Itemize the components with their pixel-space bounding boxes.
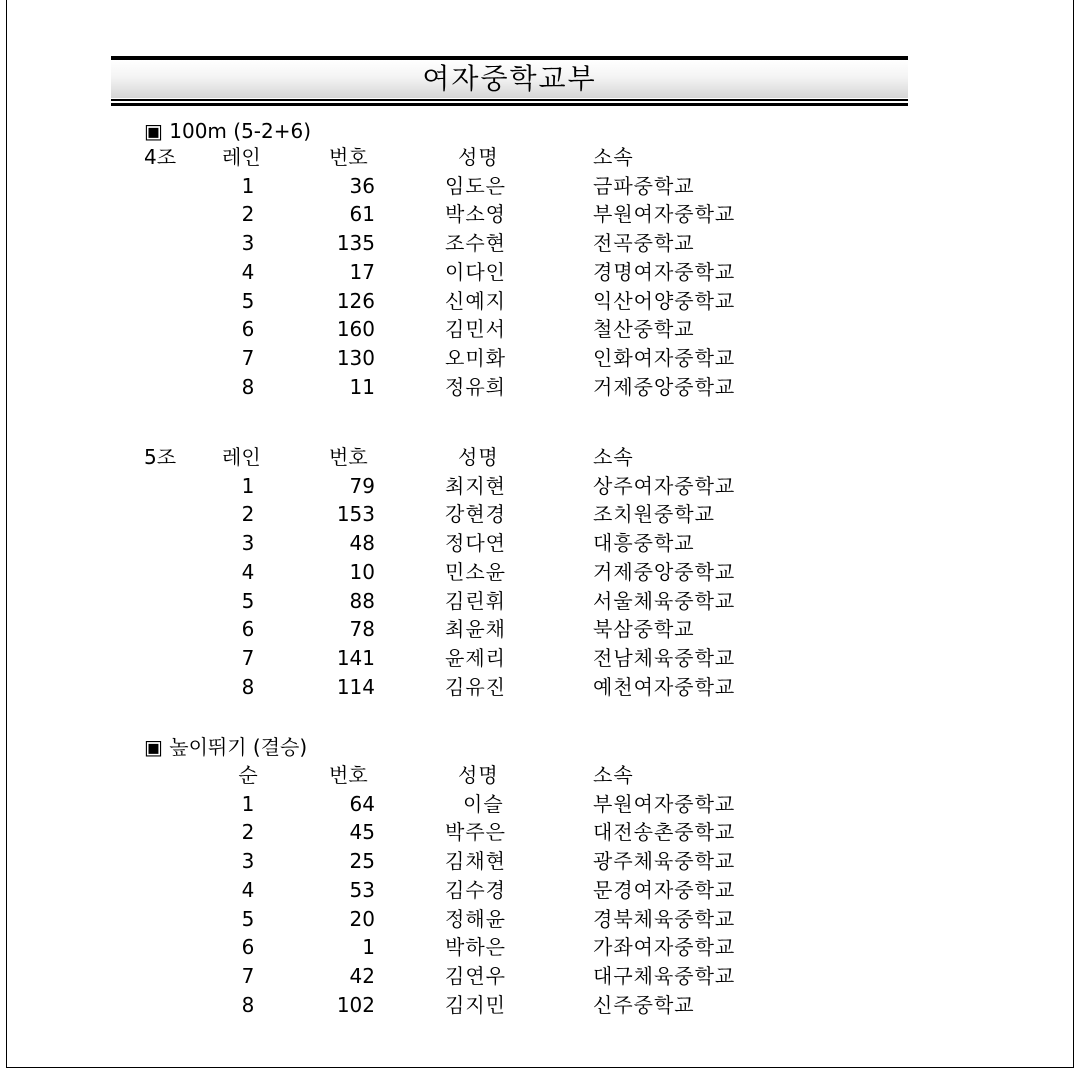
- lane-cell: 3: [241, 231, 255, 256]
- athlete-name-cell: 김민서: [445, 317, 506, 342]
- lane-cell: 5: [241, 588, 255, 613]
- column-header-name: 성명: [458, 145, 499, 169]
- bib-number-cell: 1: [362, 935, 375, 960]
- affiliation-cell: 대구체육중학교: [593, 963, 736, 988]
- athlete-name-cell: 강현경: [445, 502, 506, 527]
- affiliation-cell: 익산어양중학교: [593, 288, 736, 313]
- affiliation-cell: 부원여자중학교: [593, 202, 736, 227]
- bib-number-cell: 141: [336, 645, 375, 670]
- heat-group-label: 4조: [144, 145, 177, 169]
- column-header-name: 성명: [458, 763, 499, 787]
- bib-number-cell: 53: [349, 877, 375, 902]
- athlete-name-cell: 박소영: [445, 202, 506, 227]
- column-header-affiliation: 소속: [593, 763, 634, 787]
- athlete-name-cell: 박하은: [445, 935, 506, 960]
- bib-number-cell: 48: [349, 531, 375, 556]
- lane-cell: 7: [241, 645, 255, 670]
- rank-cell: 2: [241, 820, 255, 845]
- athlete-name-cell: 김수경: [445, 877, 506, 902]
- lane-cell: 1: [241, 473, 255, 498]
- athlete-name-cell: 최지현: [445, 473, 506, 498]
- bib-number-cell: 126: [336, 288, 375, 313]
- lane-cell: 6: [241, 617, 255, 642]
- affiliation-cell: 전곡중학교: [593, 231, 695, 256]
- affiliation-cell: 조치원중학교: [593, 502, 715, 527]
- rank-cell: 8: [241, 992, 255, 1017]
- bib-number-cell: 79: [349, 473, 375, 498]
- bib-number-cell: 102: [336, 992, 375, 1017]
- athlete-name-cell: 김채현: [445, 849, 506, 874]
- column-header-lane: 레인: [222, 145, 261, 169]
- athlete-name-cell: 이다인: [445, 259, 506, 284]
- lane-cell: 8: [241, 374, 255, 399]
- bib-number-cell: 135: [336, 231, 375, 256]
- athlete-name-cell: 오미화: [445, 345, 506, 370]
- lane-cell: 7: [241, 345, 255, 370]
- bib-number-cell: 17: [349, 259, 375, 284]
- athlete-name-cell: 최윤채: [445, 617, 506, 642]
- event-label: ▣ 100m (5-2+6): [144, 119, 312, 143]
- lane-cell: 6: [241, 317, 255, 342]
- athlete-name-cell: 민소윤: [445, 559, 506, 584]
- bib-number-cell: 88: [349, 588, 375, 613]
- bib-number-cell: 114: [336, 674, 375, 699]
- heat-group-label: 5조: [144, 445, 177, 469]
- column-header-order: 순: [238, 763, 258, 787]
- athlete-name-cell: 임도은: [445, 173, 506, 198]
- column-header-affiliation: 소속: [593, 145, 634, 169]
- bib-number-cell: 45: [349, 820, 375, 845]
- affiliation-cell: 예천여자중학교: [593, 674, 736, 699]
- column-header-number: 번호: [329, 145, 368, 169]
- athlete-name-cell: 이슬: [463, 791, 504, 816]
- bib-number-cell: 61: [349, 202, 375, 227]
- athlete-name-cell: 김연우: [445, 963, 506, 988]
- affiliation-cell: 거제중앙중학교: [593, 559, 736, 584]
- affiliation-cell: 경명여자중학교: [593, 259, 736, 284]
- affiliation-cell: 서울체육중학교: [593, 588, 736, 613]
- athlete-name-cell: 정해윤: [445, 906, 506, 931]
- column-header-name: 성명: [458, 445, 499, 469]
- athlete-name-cell: 김린휘: [445, 588, 506, 613]
- column-header-number: 번호: [329, 445, 368, 469]
- bib-number-cell: 36: [349, 173, 375, 198]
- lane-cell: 3: [241, 531, 255, 556]
- affiliation-cell: 대흥중학교: [593, 531, 695, 556]
- rank-cell: 5: [241, 906, 255, 931]
- affiliation-cell: 전남체육중학교: [593, 645, 736, 670]
- rank-cell: 4: [241, 877, 255, 902]
- affiliation-cell: 문경여자중학교: [593, 877, 736, 902]
- bib-number-cell: 153: [336, 502, 375, 527]
- affiliation-cell: 북삼중학교: [593, 617, 695, 642]
- bib-number-cell: 25: [349, 849, 375, 874]
- bib-number-cell: 64: [349, 791, 375, 816]
- athlete-name-cell: 윤제리: [445, 645, 506, 670]
- lane-cell: 5: [241, 288, 255, 313]
- affiliation-cell: 부원여자중학교: [593, 791, 736, 816]
- athlete-name-cell: 신예지: [445, 288, 506, 313]
- athlete-name-cell: 김유진: [445, 674, 506, 699]
- affiliation-cell: 금파중학교: [593, 173, 695, 198]
- bib-number-cell: 42: [349, 963, 375, 988]
- rank-cell: 7: [241, 963, 255, 988]
- lane-cell: 1: [241, 173, 255, 198]
- athlete-name-cell: 정다연: [445, 531, 506, 556]
- affiliation-cell: 가좌여자중학교: [593, 935, 736, 960]
- affiliation-cell: 상주여자중학교: [593, 473, 736, 498]
- affiliation-cell: 광주체육중학교: [593, 849, 736, 874]
- lane-cell: 4: [241, 259, 255, 284]
- bib-number-cell: 11: [349, 374, 375, 399]
- affiliation-cell: 경북체육중학교: [593, 906, 736, 931]
- event-label: ▣ 높이뛰기 (결승): [144, 735, 308, 759]
- bib-number-cell: 130: [336, 345, 375, 370]
- bib-number-cell: 20: [349, 906, 375, 931]
- rank-cell: 3: [241, 849, 255, 874]
- affiliation-cell: 인화여자중학교: [593, 345, 736, 370]
- affiliation-cell: 철산중학교: [593, 317, 695, 342]
- column-header-affiliation: 소속: [593, 445, 634, 469]
- column-header-number: 번호: [329, 763, 368, 787]
- affiliation-cell: 신주중학교: [593, 992, 695, 1017]
- rank-cell: 1: [241, 791, 255, 816]
- bib-number-cell: 160: [336, 317, 375, 342]
- bib-number-cell: 78: [349, 617, 375, 642]
- lane-cell: 2: [241, 202, 255, 227]
- lane-cell: 2: [241, 502, 255, 527]
- lane-cell: 8: [241, 674, 255, 699]
- column-header-lane: 레인: [222, 445, 261, 469]
- page-title: 여자중학교부: [422, 62, 597, 95]
- bib-number-cell: 10: [349, 559, 375, 584]
- athlete-name-cell: 김지민: [445, 992, 506, 1017]
- rank-cell: 6: [241, 935, 255, 960]
- athlete-name-cell: 정유희: [445, 374, 506, 399]
- athlete-name-cell: 조수현: [445, 231, 506, 256]
- lane-cell: 4: [241, 559, 255, 584]
- affiliation-cell: 거제중앙중학교: [593, 374, 736, 399]
- affiliation-cell: 대전송촌중학교: [593, 820, 736, 845]
- athlete-name-cell: 박주은: [445, 820, 506, 845]
